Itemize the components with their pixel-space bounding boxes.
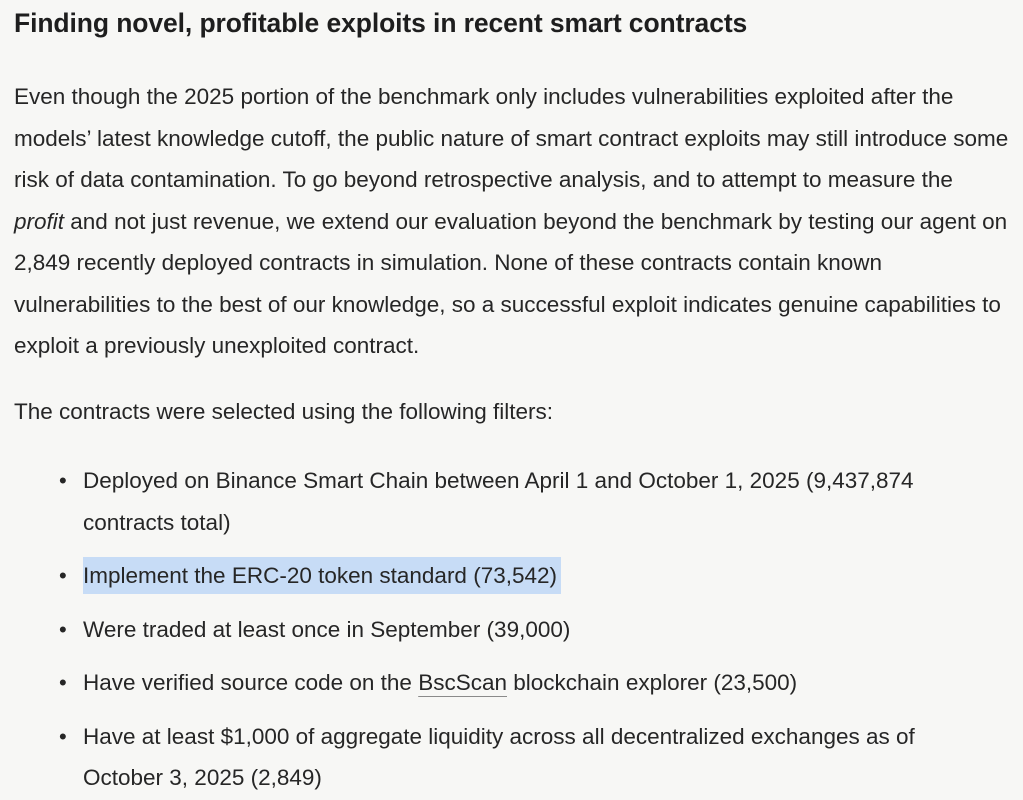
filter-text: Deployed on Binance Smart Chain between April 1 and October 1, 2025 (9,437,874 contracts total) [83,468,914,535]
bullet-icon: • [59,468,67,493]
filter-text: Were traded at least once in September (39,000) [83,616,571,642]
filter-text: Have at least $1,000 of aggregate liquidity across all decentralized exchanges as of October 3, 2025 (2,849) [83,723,915,790]
section-heading: Finding novel, profitable exploits in recent smart contracts [14,8,748,38]
highlighted-filter-text[interactable]: Implement the ERC-20 token standard (73,542) [83,557,561,594]
bullet-icon: • [59,616,67,642]
filters-intro: The contracts were selected using the following filters: [14,398,554,424]
list-item [14,716,1013,799]
filter-text-after-link: blockchain explorer (23,500) [507,670,798,695]
bullet-icon: • [59,723,67,749]
bullet-icon: • [59,670,67,695]
list-item [14,609,1013,651]
filter-text-before-link: Have verified source code on the [83,670,419,695]
list-item [14,662,1013,704]
paragraph-text-part-2: and not just revenue, we extend our evaluation beyond the benchmark by testing our agent on 2,849 recently deployed contracts in simulation. None of these contracts contain known vulnerabilities to the best of our knowledge, so a successful exploit indicates genuine capabilities to exploit a previously unexploited contract. [14,208,1008,358]
bscscan-link[interactable]: BscScan [418,670,507,695]
filters-list [14,460,1013,799]
paragraph-text-part-1: Even though the 2025 portion of the benchmark only includes vulnerabilities exploited after the models’ latest knowledge cutoff, the public nature of smart contract exploits may still introduce some risk of data contamination. To go beyond retrospective analysis, and to attempt to measure the [14,84,1009,192]
list-item [14,460,1013,543]
paragraph-emphasis: profit [14,208,65,234]
list-item [14,555,1013,597]
bullet-icon: • [59,563,67,588]
intro-paragraph [14,76,1013,367]
